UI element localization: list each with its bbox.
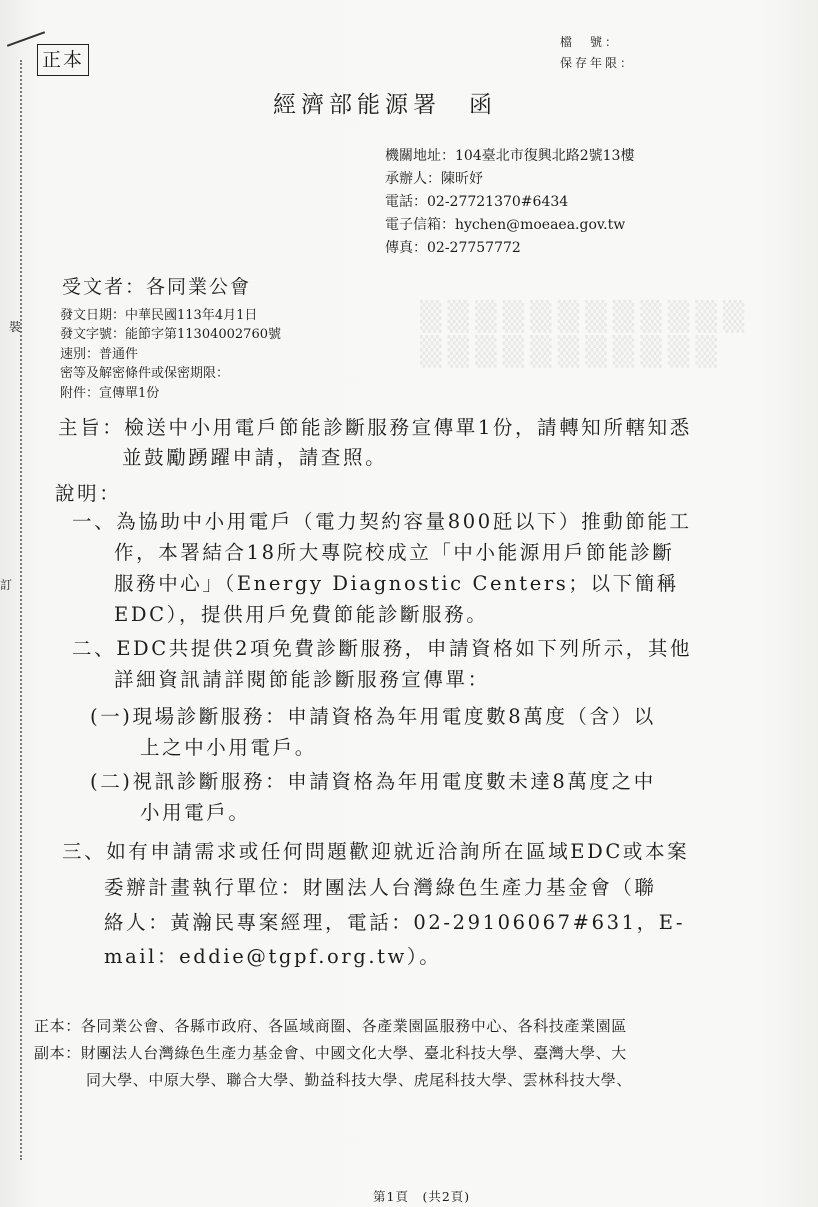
sub2-line: (二)視訊診斷服務：申請資格為年用電度數未達8萬度之中 [90, 770, 656, 793]
item3-line: mail：eddie@tgpf.org.tw）。 [104, 945, 442, 968]
agency-address: 機關地址：104臺北市復興北路2號13樓 [385, 148, 635, 164]
attachment: 附件：宣傳單1份 [60, 386, 160, 401]
distribution-copies-cont: 同大學、中原大學、聯合大學、勤益科技大學、虎尾科技大學、雲林科技大學、 [86, 1071, 633, 1089]
recipient: 受文者：各同業公會 [62, 276, 252, 298]
page-number: 第1頁 (共2頁) [373, 1189, 471, 1204]
item3-line: 委辦計畫執行單位：財團法人台灣綠色生產力基金會（聯 [104, 876, 657, 899]
document-number: 發文字號：能節字第11304002760號 [60, 327, 281, 342]
bind-mark: 裝 [9, 320, 22, 334]
issue-date: 發文日期：中華民國113年4月1日 [60, 308, 258, 323]
sub1-line: (一)現場診斷服務：申請資格為年用電度數8萬度（含）以 [90, 705, 656, 728]
distribution-original: 正本：各同業公會、各縣市政府、各區域商圈、各產業園區服務中心、各科技產業園區 [34, 1017, 627, 1035]
item3-line: 絡人：黃瀚民專案經理，電話：02-29106067#631，E- [104, 911, 686, 934]
item1-line: 作，本署結合18所大專院校成立「中小能源用戶節能診斷 [114, 541, 675, 564]
file-number-label: 檔 號： [560, 35, 621, 49]
sub2-line: 小用電戶。 [140, 801, 251, 824]
email-address: 電子信箱：hychen@moeaea.gov.tw [385, 217, 626, 233]
item1-line: 服務中心」（Energy Diagnostic Centers；以下簡稱 [114, 572, 679, 595]
item3-line: 三、如有申請需求或任何問題歡迎就近洽詢所在區域EDC或本案 [62, 840, 690, 863]
retention-label: 保存年限： [560, 56, 636, 70]
subject-line-2: 並鼓勵踴躍申請，請查照。 [122, 446, 388, 469]
bleed-through-text: ▒▒▒▒▒▒▒▒▒▒▒ [420, 335, 723, 368]
handler-name: 承辦人：陳昕妤 [385, 171, 483, 187]
fax-number: 傳真：02-27757772 [385, 240, 521, 256]
item1-line: EDC），提供用戶免費節能診斷服務。 [114, 603, 489, 626]
delivery-speed: 速別：普通件 [60, 347, 139, 362]
sub1-line: 上之中小用電戶。 [140, 736, 317, 759]
item1-line: 一、為協助中小用電戶（電力契約容量800瓩以下）推動節能工 [72, 510, 692, 533]
distribution-copies: 副本：財團法人台灣綠色生產力基金會、中國文化大學、臺北科技大學、臺灣大學、大 [34, 1044, 627, 1062]
letter-title: 經濟部能源署 函 [273, 92, 497, 118]
binding-dotted-line [20, 60, 22, 1160]
item2-line: 二、EDC共提供2項免費診斷服務，申請資格如下列所示，其他 [72, 637, 693, 660]
explanation-heading: 說明： [55, 482, 122, 505]
security-level: 密等及解密條件或保密期限： [60, 366, 230, 381]
original-copy-stamp: 正本 [37, 44, 89, 76]
item2-line: 詳細資訊請詳閱節能診斷服務宣傳單： [114, 668, 490, 691]
bleed-through-text: ▒▒▒▒▒▒▒▒▒▒▒▒ [420, 300, 751, 333]
line-mark: 訂 [0, 578, 13, 592]
phone-number: 電話：02-27721370#6434 [385, 194, 569, 210]
subject-line-1: 主旨：檢送中小用電戶節能診斷服務宣傳單1份，請轉知所轄知悉 [58, 416, 692, 439]
